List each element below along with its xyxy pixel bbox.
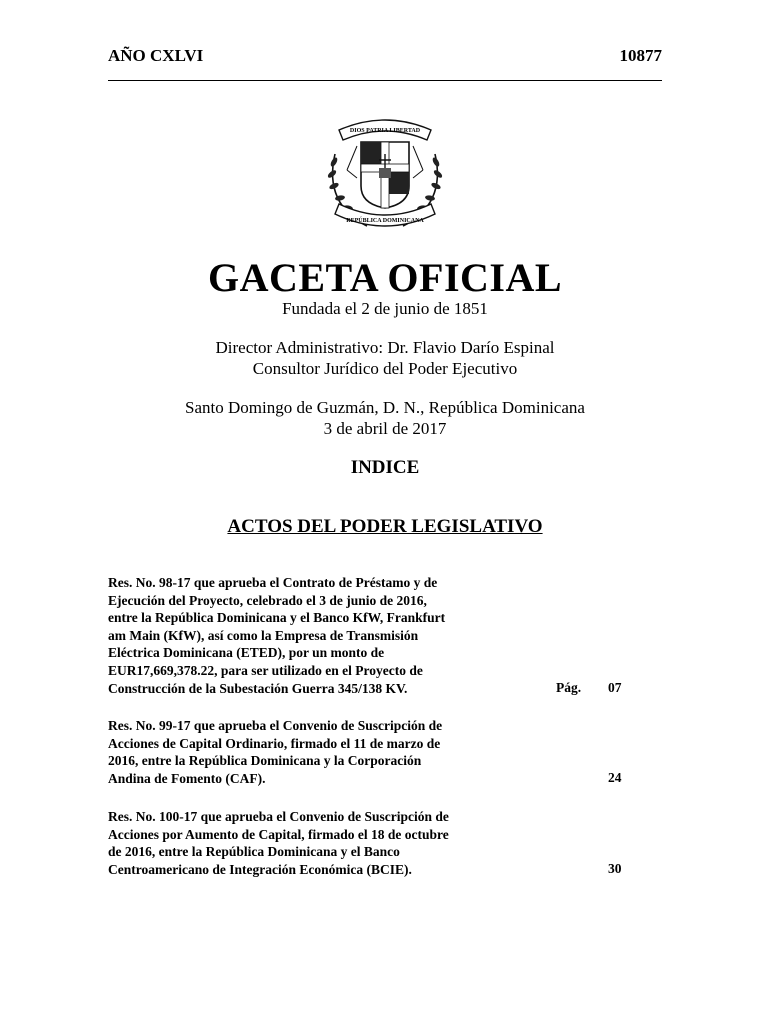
entry-line: Andina de Fomento (CAF). — [108, 770, 266, 786]
index-entry — [108, 717, 500, 787]
page-number: 24 — [608, 770, 622, 785]
index-entry — [108, 574, 500, 697]
entry-line: entre la República Dominicana y el Banco KfW, Frankfurt — [108, 610, 446, 626]
header-rule — [108, 80, 662, 81]
director-line: Director Administrativo: Dr. Flavio Darío Espinal — [215, 338, 555, 357]
section-heading-text: ACTOS DEL PODER LEGISLATIVO — [227, 516, 543, 537]
entry-line: Ejecución del Proyecto, celebrado el 3 de junio de 2016, — [108, 592, 427, 608]
entry-line: Eléctrica Dominicana (ETED), por un monto de — [108, 645, 385, 661]
page-number: 07 — [608, 680, 622, 695]
page-label: Pág. — [556, 680, 582, 695]
gazette-number: 10877 — [619, 46, 662, 65]
entry-line: Res. No. 100-17 que aprueba el Convenio de Suscripción de — [108, 809, 449, 824]
entry-line: Acciones por Aumento de Capital, firmado el 18 de octubre — [108, 826, 449, 842]
consultant-line: Consultor Jurídico del Poder Ejecutivo — [252, 359, 518, 378]
svg-text:REPÚBLICA DOMINICANA: REPÚBLICA DOMINICANA — [346, 218, 424, 224]
entry-line: Acciones de Capital Ordinario, firmado el 11 de marzo de — [108, 735, 441, 751]
section-heading — [0, 516, 770, 538]
coat-of-arms-icon — [317, 108, 453, 238]
entry-line: am Main (KfW), así como la Empresa de Transmisión — [108, 627, 419, 643]
entry-line: EUR17,669,378.22, para ser utilizado en el Proyecto de — [108, 662, 423, 678]
date-line: 3 de abril de 2017 — [323, 419, 447, 438]
index-heading: INDICE — [350, 457, 420, 478]
place-line: Santo Domingo de Guzmán, D. N., República Dominicana — [185, 398, 585, 417]
entry-line: 2016, entre la República Dominicana y la Corporación — [108, 753, 422, 769]
entry-line: Res. No. 99-17 que aprueba el Convenio de Suscripción de — [108, 718, 443, 733]
svg-text:DIOS PATRIA LIBERTAD: DIOS PATRIA LIBERTAD — [349, 128, 421, 134]
gazette-year: AÑO CXLVI — [108, 46, 204, 65]
index-entry — [108, 808, 500, 878]
gazette-title: GACETA OFICIAL — [207, 255, 563, 300]
page-number: 30 — [608, 861, 622, 876]
entry-line: Res. No. 98-17 que aprueba el Contrato de Préstamo y de — [108, 575, 438, 590]
entry-line: Centroamericano de Integración Económica (BCIE). — [108, 861, 412, 877]
founded-line: Fundada el 2 de junio de 1851 — [282, 299, 488, 318]
entry-line: Construcción de la Subestación Guerra 345/138 KV. — [108, 680, 408, 696]
entry-line: de 2016, entre la República Dominicana y el Banco — [108, 844, 400, 860]
